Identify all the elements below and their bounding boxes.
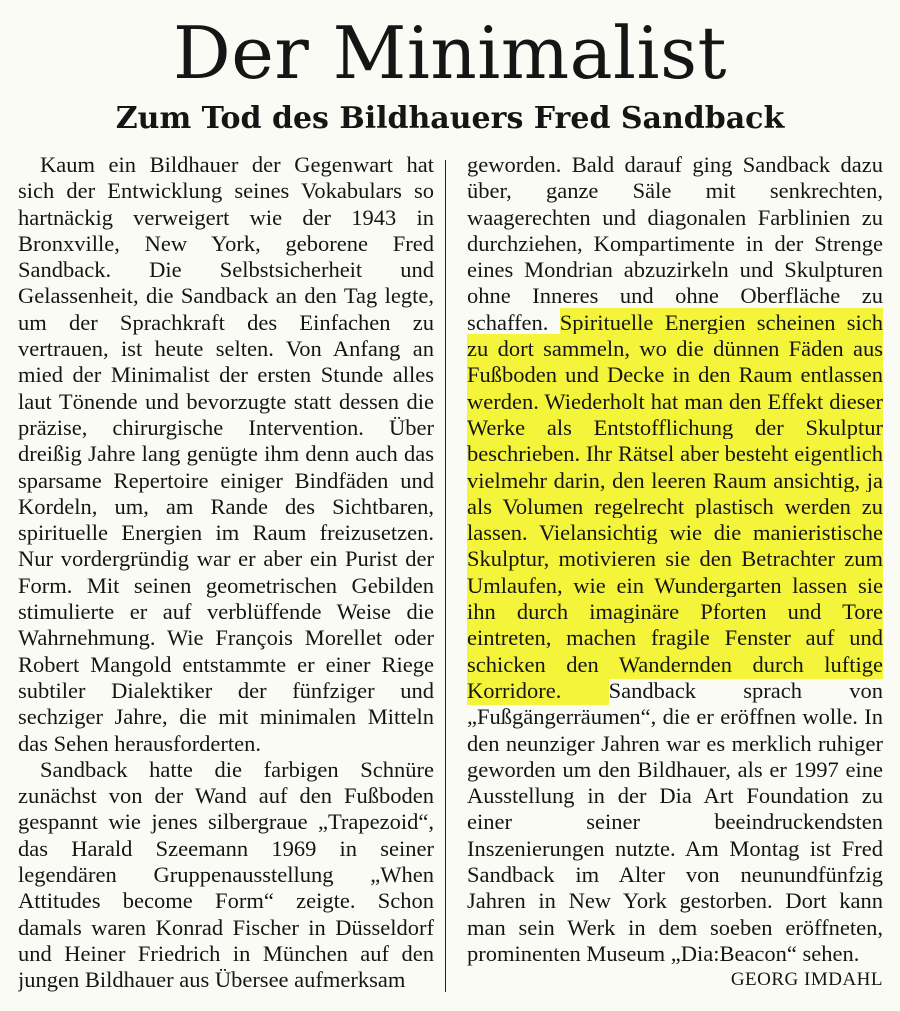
paragraph-2: Sandback hatte die farbigen Schnüre zunächst von der Wand auf den Fußboden gespannt wie jenes silbergraue „Trapezoid“, das Harald Szeemann 1969 in seiner legendären Gruppenausstellung „When Attitudes become Form“ zeigte. Schon damals waren Konrad Fischer in Düsseldorf und Heiner Friedrich in München auf den jungen Bildhauer aus Übersee aufmerksam bbox=[18, 756, 434, 993]
article-subtitle: Zum Tod des Bildhauers Fred Sandback bbox=[115, 101, 785, 136]
column-divider bbox=[445, 160, 446, 992]
article-title: Der Minimalist bbox=[173, 11, 727, 95]
highlighted-passage: Spirituelle Energien scheinen sich zu dort sammeln, wo die dünnen Fäden aus Fußboden und Decke in den Raum entlassen werden. Wiederholt hat man den Effekt dieser Werke als Entstofflichung der Skulptur beschrieben. Ihr Rätsel aber besteht eigentlich vielmehr darin, den leeren Raum ansichtig, ja als Volumen regelrecht plastisch werden zu lassen. Vielansichtig wie die manieristische Skulptur, motivieren sie den Betrachter zum Umlaufen, wie ein Wundergarten lassen sie ihn durch imaginäre Pforten und Tore eintreten, machen fragile Fenster auf und schicken den Wandernden durch luftige Korridore. bbox=[467, 309, 883, 703]
author-byline: GEORG IMDAHL bbox=[730, 969, 883, 991]
paragraph-2: geworden. Bald darauf ging Sandback dazu über, ganze Säle mit senkrechten, waagerechten und diagonalen Farblinien zu durchziehen, Kompartimente in der Strenge eines Mondrian abzuzirkeln und Skulpturen ohne Inneres und ohne Oberfläche zu schaffen. bbox=[467, 152, 883, 335]
paragraph-1: Kaum ein Bildhauer der Gegenwart hat sich der Entwicklung seines Vokabulars so hartnäckig verweigert wie der 1943 in Bronxville, New York, geborene Fred Sandback. Die Selbstsicherheit und Gelassenheit, die Sandback an den Tag legte, um der Sprachkraft des Einfachen zu vertrauen, ist heute selten. Von Anfang an mied der Minimalist der ersten Stunde alles laut Tönende und bevorzugte statt dessen die präzise, chirurgische Intervention. Über dreißig Jahre lang genügte ihm denn auch das sparsame Repertoire einiger Bindfäden und Kordeln, um, am Rande des Sichtbaren, spirituelle Energien im Raum freizusetzen. Nur vordergründig war er aber ein Purist der Form. Mit seinen geometrischen Gebilden stimulierte er auf verblüffende Weise die Wahrnehmung. Wie François Morellet oder Robert Mangold entstammte er einer Riege subtiler Dialektiker der fünfziger und sechziger Jahre, die mit minimalen Mitteln das Sehen herausforderten. bbox=[18, 152, 434, 756]
article-column-right bbox=[467, 152, 883, 997]
paragraph-2-end: Sandback sprach von „Fußgängerräumen“, die er eröffnen wolle. In den neunziger Jahren war es merklich ruhiger geworden um den Bildhauer, als er 1997 eine Ausstellung in der Dia Art Foundation zu einer seiner beeindruckendsten Inszenierungen nutzte. Am Montag ist Fred Sandback im Alter von neunundfünfzig Jahren in New York gestorben. Dort kann man sein Werk in dem soeben eröffneten, prominenten Museum „Dia:Beacon“ sehen. bbox=[467, 677, 883, 966]
article-column-left bbox=[18, 152, 434, 997]
